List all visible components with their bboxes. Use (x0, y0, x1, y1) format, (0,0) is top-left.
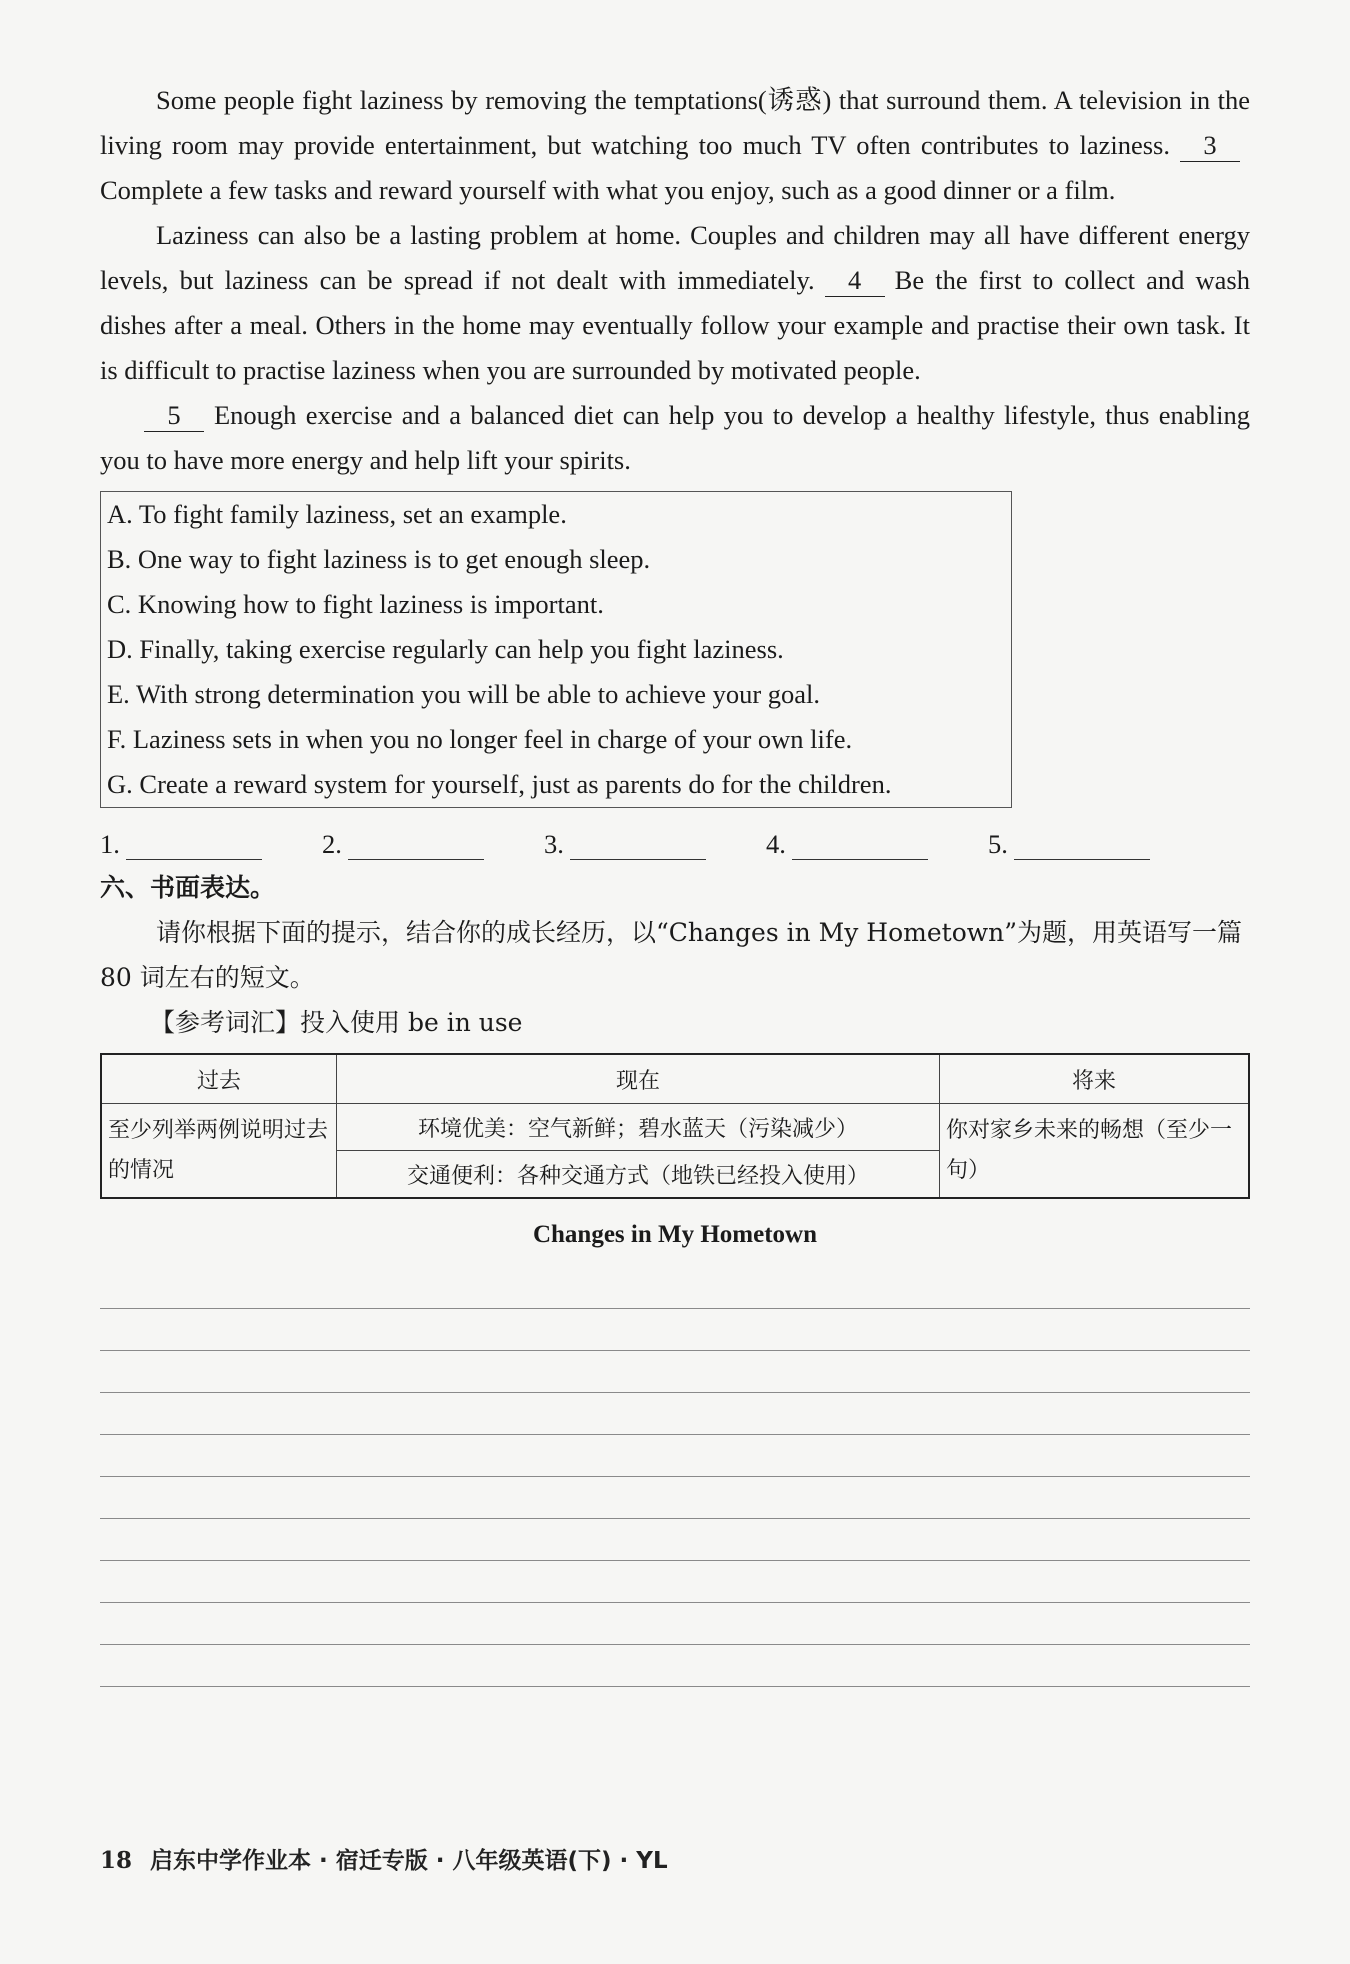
writing-line[interactable] (100, 1477, 1250, 1519)
section-6-title: 六、书面表达。 (100, 873, 276, 902)
section-6-instruction: 请你根据下面的提示，结合你的成长经历，以“Changes in My Hometown”为题，用英语写一篇 80 词左右的短文。 (100, 918, 1243, 992)
answer-1-line[interactable] (126, 829, 262, 860)
passage-paragraph-2 (100, 213, 1250, 393)
writing-line[interactable] (100, 1309, 1250, 1351)
writing-line[interactable] (100, 1435, 1250, 1477)
page-number: 18 (100, 1847, 133, 1874)
option-b: B. One way to fight laziness is to get enough sleep. (107, 544, 651, 574)
blank-5[interactable]: 5 (144, 399, 204, 432)
answer-4-line[interactable] (792, 829, 928, 860)
paragraph-1-text: Some people fight laziness by removing the temptations(诱惑) that surround them. A television in the living room may provide entertainment, but watching too much TV often contributes to laziness. (100, 85, 1250, 160)
hint-table (100, 1053, 1250, 1199)
paragraph-1-continuation: Complete a few tasks and reward yourself with what you enjoy, such as a good dinner or a film. (100, 175, 1116, 205)
answer-5-number: 5. (988, 829, 1008, 859)
option-c: C. Knowing how to fight laziness is important. (107, 589, 604, 619)
writing-line[interactable] (100, 1603, 1250, 1645)
answer-4[interactable] (766, 829, 988, 860)
options-box (100, 491, 1012, 808)
option-g: G. Create a reward system for yourself, just as parents do for the children. (107, 769, 892, 799)
answer-4-number: 4. (766, 829, 786, 859)
header-past: 过去 (101, 1054, 337, 1104)
option-e: E. With strong determination you will be able to achieve your goal. (107, 679, 821, 709)
answer-row (100, 816, 1250, 860)
cell-present-transport: 交通便利：各种交通方式（地铁已经投入使用） (337, 1151, 940, 1199)
answer-3-number: 3. (544, 829, 564, 859)
passage-paragraph-3 (100, 393, 1250, 483)
header-future: 将来 (940, 1054, 1250, 1104)
writing-line[interactable] (100, 1519, 1250, 1561)
answer-2[interactable] (322, 829, 544, 860)
writing-line[interactable] (100, 1645, 1250, 1687)
writing-line[interactable] (100, 1351, 1250, 1393)
book-title: 启东中学作业本 · 宿迁专版 · 八年级英语(下) · YL (150, 1848, 668, 1874)
answer-3-line[interactable] (570, 829, 706, 860)
answer-1[interactable] (100, 829, 322, 860)
writing-line[interactable] (100, 1393, 1250, 1435)
page-footer (100, 1842, 668, 1875)
answer-5[interactable] (988, 829, 1210, 860)
passage-paragraph-1 (100, 78, 1250, 213)
cell-future: 你对家乡未来的畅想（至少一句） (940, 1104, 1250, 1199)
option-a: A. To fight family laziness, set an example. (107, 499, 567, 529)
header-present: 现在 (337, 1054, 940, 1104)
blank-3[interactable]: 3 (1180, 129, 1240, 162)
writing-area[interactable] (100, 1267, 1250, 1687)
paragraph-2-continuation: Be the first to collect and wash dishes after a meal. Others in the home may eventually follow your example and practise their own task. It is difficult to practise laziness when you are surrounded by motivated people. (100, 265, 1250, 385)
reference-vocabulary: 【参考词汇】投入使用 be in use (150, 1008, 523, 1037)
answer-2-line[interactable] (348, 829, 484, 860)
blank-4[interactable]: 4 (825, 264, 885, 297)
cell-present-environment: 环境优美：空气新鲜；碧水蓝天（污染减少） (337, 1104, 940, 1151)
answer-5-line[interactable] (1014, 829, 1150, 860)
paragraph-2-text: Laziness can also be a lasting problem at home. Couples and children may all have different energy levels, but laziness can be spread if not dealt with immediately. (100, 220, 1250, 295)
cell-past: 至少列举两例说明过去的情况 (101, 1104, 337, 1199)
answer-3[interactable] (544, 829, 766, 860)
answer-1-number: 1. (100, 829, 120, 859)
writing-line[interactable] (100, 1561, 1250, 1603)
paragraph-3-text: Enough exercise and a balanced diet can help you to develop a healthy lifestyle, thus enabling you to have more energy and help lift your spirits. (100, 400, 1250, 475)
option-d: D. Finally, taking exercise regularly can help you fight laziness. (107, 634, 784, 664)
writing-line[interactable] (100, 1267, 1250, 1309)
essay-title: Changes in My Hometown (532, 1221, 818, 1248)
answer-2-number: 2. (322, 829, 342, 859)
option-f: F. Laziness sets in when you no longer feel in charge of your own life. (107, 724, 853, 754)
